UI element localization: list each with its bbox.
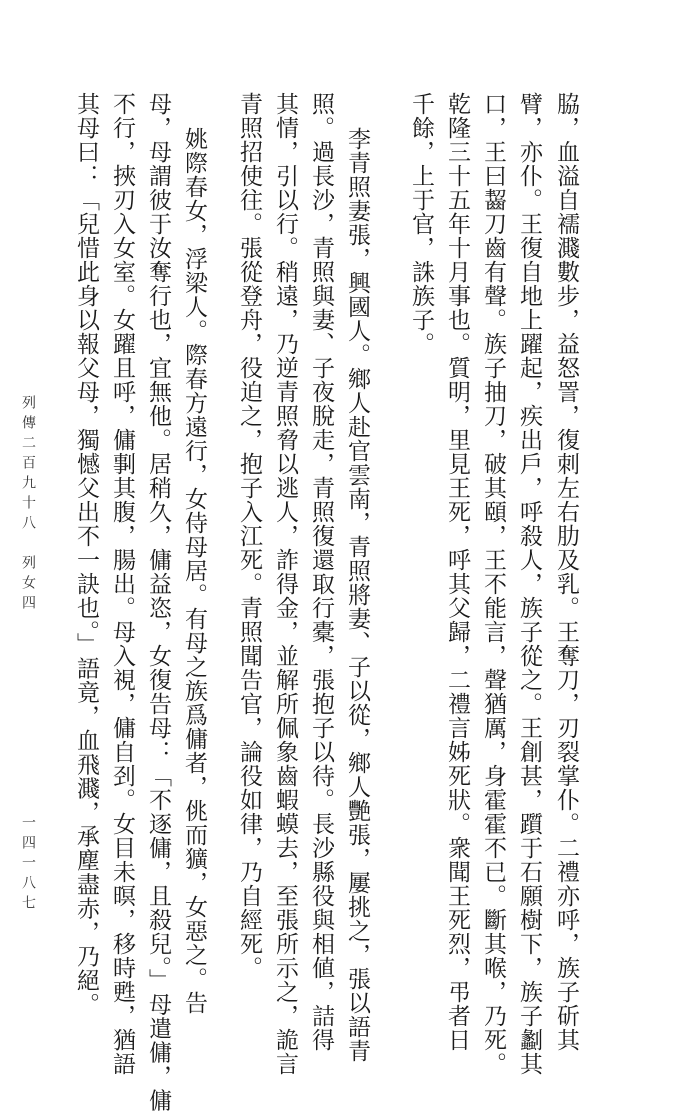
text-column-1: 脇，血溢自襦濺數步，益怒詈，復刺左右肋及乳。王奪刀，刃裂掌仆。二禮亦呼，族子斫其 xyxy=(553,92,579,1052)
page-number: 一四一八七 xyxy=(20,815,36,915)
text-column-3: 口，王曰齧刀齒有聲。族子抽刀，破其頤，王不能言，聲猶厲，身霍霍不已。斷其喉，乃死。 xyxy=(480,92,506,1076)
text-column-11: 母，母謂彼于汝奪行也，宜無他。居稍久，傭益恣，女復告母：「不逐傭，且殺兒。」母遣傭，傭 xyxy=(145,92,171,1113)
text-column-5: 千餘，上于官，誅族子。 xyxy=(408,92,434,356)
text-column-2: 臂，亦仆。王復自地上躍起，疾出戶，呼殺人，族子從之。王創甚，躓于石願樹下，族子劙其 xyxy=(516,92,542,1076)
text-column-12: 不行，挾刃入女室。女躍且呼，傭剚其腹，腸出。母入視，傭自刭。女目未暝，移時甦，猶語 xyxy=(109,92,135,1076)
text-column-4: 乾隆三十五年十月事也。質明，里見王死，呼其父歸，二禮言姊死狀。衆聞王死烈，弔者日 xyxy=(444,92,470,1052)
text-column-8: 其情，引以行。稍遠，乃逆青照脅以逃人，詐得金，並解所佩象齒蝦蟆去，至張所示之，詭言 xyxy=(272,92,298,1076)
text-column-13: 其母曰：「兒惜此身以報父母，獨憾父出不一訣也。」語竟，血飛濺，承塵盡赤，乃絕。 xyxy=(73,92,99,1017)
text-column-6: 李青照妻張，興國人。鄉人赴官雲南，青照將妻、子以從，鄉人艷張，屢挑之，張以語青 xyxy=(344,127,370,1063)
text-column-10: 姚際春女，浮梁人。際春方遠行，女侍母居。有母之族爲傭者，佻而獷，女惡之。告 xyxy=(181,127,207,1015)
text-column-7: 照。過長沙，青照與妻、子夜脫走，青照復還取行橐，張抱子以待。長沙縣役與相値，詰得 xyxy=(308,92,334,1052)
text-column-9: 青照招使往。張從登舟，役迫之，抱子入江死。青照聞告官，論役如律，乃自經死。 xyxy=(236,92,262,980)
running-title: 列傳二百九十八 列女四 xyxy=(20,395,36,615)
